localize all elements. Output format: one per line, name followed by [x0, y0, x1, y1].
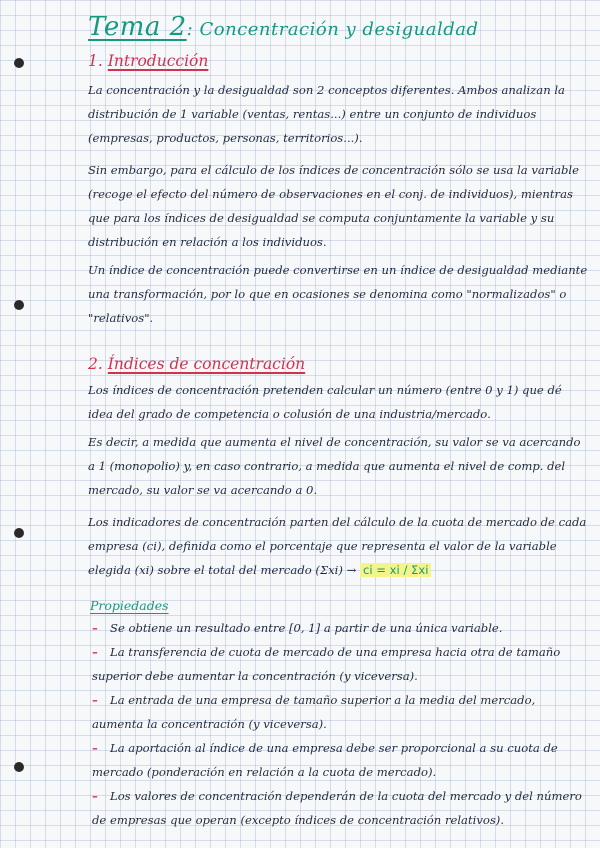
- property-text: Se obtiene un resultado entre [0, 1] a partir de una única variable.: [110, 621, 503, 635]
- paragraph-text: Los indicadores de concentración parten del cálculo de la cuota de mercado de cada empresa (ci), definida como el porcentaje que representa el valor de la variable elegida (xi) sobre el total del mercado (Σxi) →: [88, 515, 587, 577]
- property-text: La transferencia de cuota de mercado de una empresa hacia otra de tamaño superior debe aumentar la concentración (y viceversa).: [92, 645, 561, 683]
- notebook-page: [88, 0, 594, 848]
- paragraph: La concentración y la desigualdad son 2 conceptos diferentes. Ambos analizan la distribución de 1 variable (ventas, rentas...) entre un conjunto de individuos (empresas, productos, personas, territorios...).: [88, 83, 565, 145]
- property-item: [92, 640, 588, 688]
- section-number: 2.: [88, 355, 103, 373]
- bullet-dash: –: [92, 693, 98, 707]
- paragraph: Un índice de concentración puede convertirse en un índice de desigualdad mediante una transformación, por lo que en ocasiones se denomina como "normalizados" o "relativos".: [88, 263, 588, 325]
- bullet-dash: –: [92, 645, 98, 659]
- paragraph: Es decir, a medida que aumenta el nivel de concentración, su valor se va acercando a 1 (monopolio) y, en caso contrario, a medida que aumenta el nivel de comp. del mercado, su valor se va acercando a 0.: [88, 435, 581, 497]
- property-item: [92, 616, 588, 640]
- paragraph: Sin embargo, para el cálculo de los índices de concentración sólo se usa la variable (recoge el efecto del número de observaciones en el conj. de individuos), mientras que para los índices de desigualdad se computa conjuntamente la variable y su distribución en relación a los individuos.: [88, 163, 579, 249]
- property-text: La entrada de una empresa de tamaño superior a la media del mercado, aumenta la concentración (y viceversa).: [92, 693, 536, 731]
- title-main: Tema 2: [88, 12, 187, 42]
- properties-heading: Propiedades: [90, 598, 169, 613]
- market-share-formula: ci = xi / Σxi: [360, 563, 431, 577]
- page-title: [88, 12, 478, 42]
- section-number: 1.: [88, 52, 103, 70]
- property-text: Los valores de concentración dependerán de la cuota del mercado y del número de empresas que operan (excepto índices de concentración relativos).: [92, 789, 582, 827]
- section-heading-indices: [88, 355, 305, 373]
- property-text: La aportación al índice de una empresa debe ser proporcional a su cuota de mercado (ponderación en relación a la cuota de mercado).: [92, 741, 558, 779]
- binder-hole: [14, 58, 24, 68]
- binder-hole: [14, 300, 24, 310]
- section-heading-introduccion: [88, 52, 208, 70]
- paragraph: [88, 510, 588, 582]
- property-item: [92, 688, 588, 736]
- section-title: Introducción: [107, 52, 209, 70]
- section-title: Índices de concentración: [107, 355, 306, 373]
- bullet-dash: –: [92, 741, 98, 755]
- binder-hole: [14, 528, 24, 538]
- bullet-dash: –: [92, 789, 98, 803]
- bullet-dash: –: [92, 621, 98, 635]
- property-item: [92, 784, 588, 832]
- title-rest: : Concentración y desigualdad: [186, 19, 479, 40]
- binder-hole: [14, 762, 24, 772]
- paragraph: Los índices de concentración pretenden calcular un número (entre 0 y 1) que dé idea del grado de competencia o colusión de una industria/mercado.: [88, 383, 562, 421]
- property-item: [92, 736, 588, 784]
